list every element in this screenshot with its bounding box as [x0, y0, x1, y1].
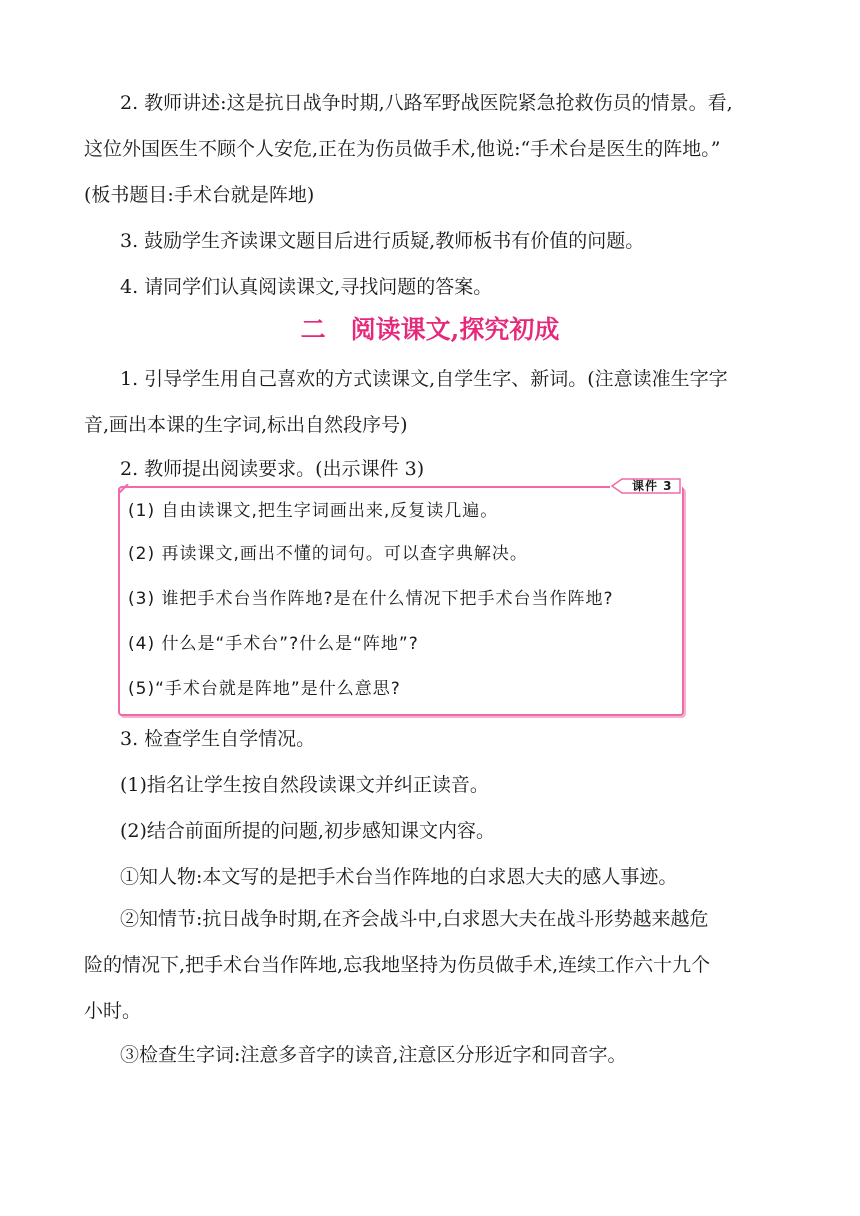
courseware-item-5: (5)“手术台就是阵地”是什么意思?	[128, 679, 401, 699]
paragraph-check-vocabulary: ③检查生字词:注意多音字的读音,注意区分形近字和同音字。	[120, 1044, 627, 1066]
paragraph-check-self-study: 3. 检查学生自学情况。	[120, 728, 316, 750]
courseware-item-4: (4) 什么是“手术台”?什么是“阵地”?	[128, 634, 419, 654]
paragraph-read-text: 4. 请同学们认真阅读课文,寻找问题的答案。	[120, 276, 493, 298]
paragraph-read-by-section: (1)指名让学生按自然段读课文并纠正读音。	[120, 774, 489, 796]
paragraph-teacher-narration-line2: 这位外国医生不顾个人安危,正在为伤员做手术,他说:“手术台是医生的阵地。”	[84, 138, 721, 160]
paragraph-perceive-content: (2)结合前面所提的问题,初步感知课文内容。	[120, 820, 495, 842]
courseware-tab	[610, 478, 682, 494]
paragraph-know-plot-line3: 小时。	[84, 1000, 142, 1022]
paragraph-guide-reading-line1: 1. 引导学生用自己喜欢的方式读课文,自学生字、新词。(注意读准生字字	[120, 368, 728, 390]
paragraph-teacher-narration-line1: 2. 教师讲述:这是抗日战争时期,八路军野战医院紧急抢救伤员的情景。看,	[120, 92, 733, 114]
paragraph-know-plot-line2: 险的情况下,把手术台当作阵地,忘我地坚持为伤员做手术,连续工作六十九个	[84, 954, 711, 976]
courseware-item-1: (1) 自由读课文,把生字词画出来,反复读几遍。	[128, 501, 499, 521]
paragraph-encourage-questions: 3. 鼓励学生齐读课文题目后进行质疑,教师板书有价值的问题。	[120, 230, 645, 252]
paragraph-board-title: (板书题目:手术台就是阵地)	[84, 184, 315, 206]
section-heading: 二 阅读课文,探究初成	[300, 315, 560, 344]
courseware-item-3: (3) 谁把手术台当作阵地?是在什么情况下把手术台当作阵地?	[128, 589, 614, 609]
paragraph-know-plot-line1: ②知情节:抗日战争时期,在齐会战斗中,白求恩大夫在战斗形势越来越危	[120, 908, 709, 930]
courseware-item-2: (2) 再读课文,画出不懂的词句。可以查字典解决。	[128, 544, 528, 564]
paragraph-know-characters: ①知人物:本文写的是把手术台当作阵地的白求恩大夫的感人事迹。	[120, 866, 678, 888]
paragraph-reading-requirements: 2. 教师提出阅读要求。(出示课件 3)	[120, 458, 425, 480]
courseware-tab-label: 课件 3	[632, 479, 673, 493]
paragraph-guide-reading-line2: 音,画出本课的生字词,标出自然段序号)	[84, 414, 408, 436]
